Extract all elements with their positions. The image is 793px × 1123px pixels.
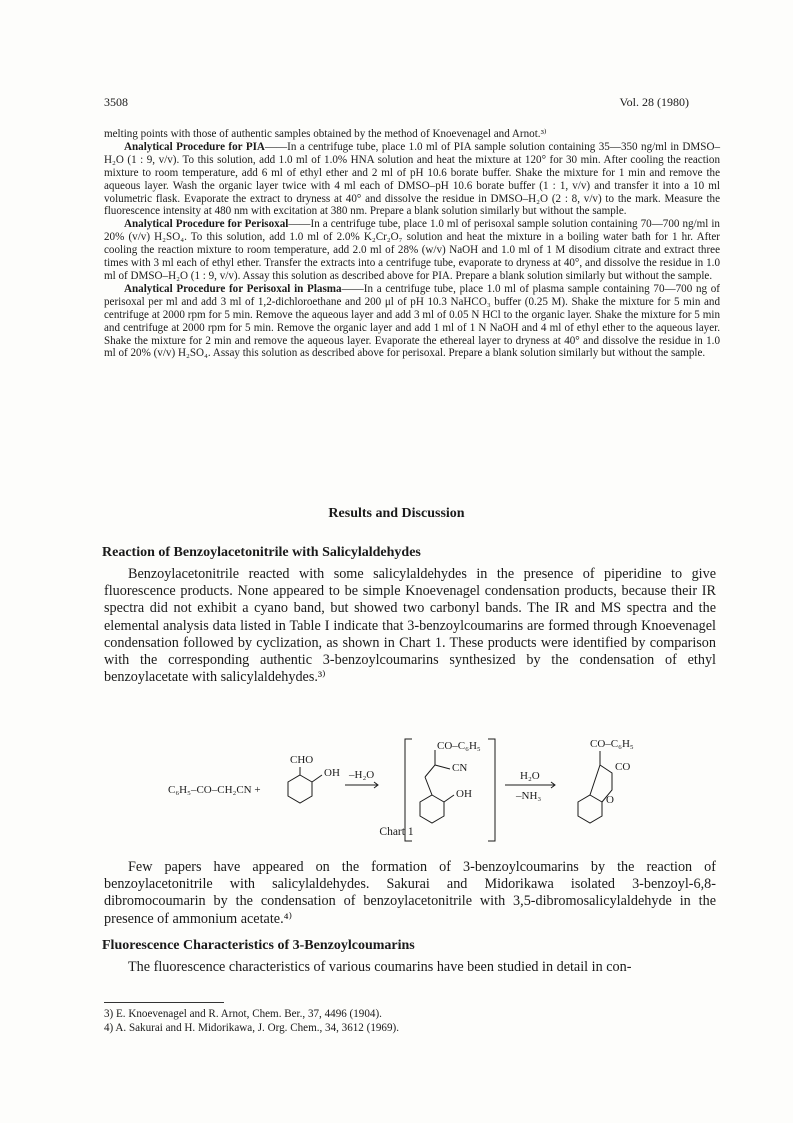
benzene-ring-1 <box>288 775 312 803</box>
perisoxal-procedure <box>104 218 720 283</box>
step2-bottom: –NH₃ <box>516 790 542 802</box>
journal-volume: Vol. 28 (1980) <box>619 95 689 109</box>
product-co: CO <box>615 761 631 773</box>
pyrone-left <box>590 765 600 795</box>
results-paragraph-1 <box>104 566 716 686</box>
plasma-heading: Analytical Procedure for Perisoxal in Plasma <box>124 282 342 295</box>
methods-section <box>104 128 720 360</box>
pia-heading: Analytical Procedure for PIA <box>124 140 265 153</box>
cho-label: CHO <box>290 754 314 766</box>
footnote-4: 4) A. Sakurai and H. Midorikawa, J. Org. Chem., 34, 3612 (1969). <box>104 1022 399 1034</box>
plasma-procedure <box>104 283 720 360</box>
perisoxal-heading: Analytical Procedure for Perisoxal <box>124 218 289 231</box>
footnote-3: 3) E. Knoevenagel and R. Arnot, Chem. Ber., 37, 4496 (1904). <box>104 1008 382 1020</box>
footnote-rule <box>104 1002 224 1003</box>
results-paragraph-2 <box>104 859 716 928</box>
plasma-text: ——In a centrifuge tube, place 1.0 ml of plasma sample containing 70—700 ng of perisoxal per ml and add 3 ml of 1,2-dichloroethane and 200 μl of pH 10.3 NaHCO₃ buffer (0.25 M). Shake the mixture for 5 min and centrifuge at 2000 rpm for 5 min. Remove the aqueous layer and add 3 ml of 0.05 N HCl to the organic layer. Shake the mixture for 5 min and centrifuge at 2000 rpm for 5 min. Remove the organic layer and add 1 ml of 1 N NaOH and 4 ml of ethyl ether to the aqueous layer. Shake the mixture for 2 min and remove the aqueous layer. Evaporate the ethereal layer to dryness at 40° and dissolve the residue in 1.0 ml of 20% (v/v) H₂SO₄. Assay this solution as described above for perisoxal. Prepare a blank solution similarly but without the sample. <box>104 282 720 360</box>
product-coph: CO–C₆H₅ <box>590 738 634 750</box>
bond-cn <box>435 765 450 769</box>
paragraph-text: Benzoylacetonitrile reacted with some salicylaldehydes in the presence of piperidine to give fluorescence products. None appeared to be simple Knoevenagel condensation products, because their IR spectra did not exhibit a cyano band, but showed two carbonyl bands. The IR and MS spectra and the elemental analysis data listed in Table I indicate that 3-benzoylcoumarins are formed through Knoevenagel condensation followed by cyclization, as shown in Chart 1. These products were identified by comparison with the corresponding authentic 3-benzoylcoumarins synthesized by the condensation of ethyl benzoylacetate with salicylaldehydes.³⁾ <box>104 566 716 686</box>
step1-label: –H₂O <box>349 769 375 781</box>
intermediate-oh: OH <box>456 788 472 800</box>
intermediate-chain <box>425 750 435 777</box>
running-header <box>104 95 689 110</box>
bond-oh <box>312 775 322 782</box>
intermediate-coph: CO–C₆H₅ <box>437 740 481 752</box>
pia-procedure <box>104 141 720 218</box>
bond-oh-2 <box>444 795 454 802</box>
paragraph-text: The fluorescence characteristics of various coumarins have been studied in detail in con- <box>128 959 632 975</box>
results-heading: Results and Discussion <box>328 506 465 521</box>
step2-top: H₂O <box>520 770 540 782</box>
pia-text: ——In a centrifuge tube, place 1.0 ml of PIA sample solution containing 35—350 ng/ml in DMSO–H₂O (1 : 9, v/v). To this solution, add 1.0 ml of 1.0% HNA solution and heat the mixture at 120° for 30 min. After cooling the reaction mixture to room temperature, add 6 ml of ethyl ether and 2 ml of pH 10.6 borate buffer. Shake the mixture for 1 min and remove the aqueous layer. Wash the organic layer twice with 4 ml each of DMSO–pH 10.6 borate buffer (1 : 1, v/v) and transfer it into a 10 ml volumetric flask. Evaporate the extract to dryness at 40° and dissolve the residue in DMSO–H₂O (2 : 8, v/v) to the mark. Measure the fluorescence intensity at 480 nm with excitation at 380 nm. Prepare a blank solution similarly but without the sample. <box>104 140 720 218</box>
reactant-label: C₆H₅–CO–CH₂CN + <box>168 784 261 796</box>
benzene-ring-3 <box>578 795 602 823</box>
bond-ring-2 <box>425 777 432 795</box>
methods-continuation: melting points with those of authentic samples obtained by the method of Knoevenagel and Arnot.³⁾ <box>104 128 547 140</box>
intermediate-cn: CN <box>452 762 468 774</box>
oh-label: OH <box>324 767 340 779</box>
subsection-reaction-heading: Reaction of Benzoylacetonitrile with Salicylaldehydes <box>102 545 421 560</box>
page-number: 3508 <box>104 95 128 109</box>
results-paragraph-3 <box>104 959 716 976</box>
subsection-fluorescence-heading: Fluorescence Characteristics of 3-Benzoylcoumarins <box>102 938 415 953</box>
footnotes <box>104 1007 720 1035</box>
paragraph-text: Few papers have appeared on the formation of 3-benzoylcoumarins by the reaction of benzoylacetonitrile with salicylaldehydes. Sakurai and Midorikawa isolated 3-benzoyl-6,8-dibromocoumarin by the condensation of benzoylacetonitrile with 3,5-dibromosalicylaldehyde in the presence of ammonium acetate.⁴⁾ <box>104 859 716 927</box>
product-o: O <box>606 794 614 806</box>
benzene-ring-2 <box>420 795 444 823</box>
chart-caption: Chart 1 <box>379 826 414 838</box>
perisoxal-text: ——In a centrifuge tube, place 1.0 ml of perisoxal sample solution containing 70—700 ng/ml in 20% (v/v) H₂SO₄. To this solution, add 1.0 ml of 2.0% K₂Cr₂O₇ solution and heat the mixture in a boiling water bath for 1 hr. After cooling the reaction mixture to room temperature, add 2.0 ml of 28% (w/v) NaOH and 1.0 ml of 1 M disodium citrate and extract three times with 3 ml each of ethyl ether. Transfer the extracts into a centrifuge tube, evaporate to dryness at 40°, and dissolve the residue in 1.0 ml of DMSO–H₂O (1 : 9, v/v). Assay this solution as described above for PIA. Prepare a blank solution similarly but without the sample. <box>104 218 720 282</box>
